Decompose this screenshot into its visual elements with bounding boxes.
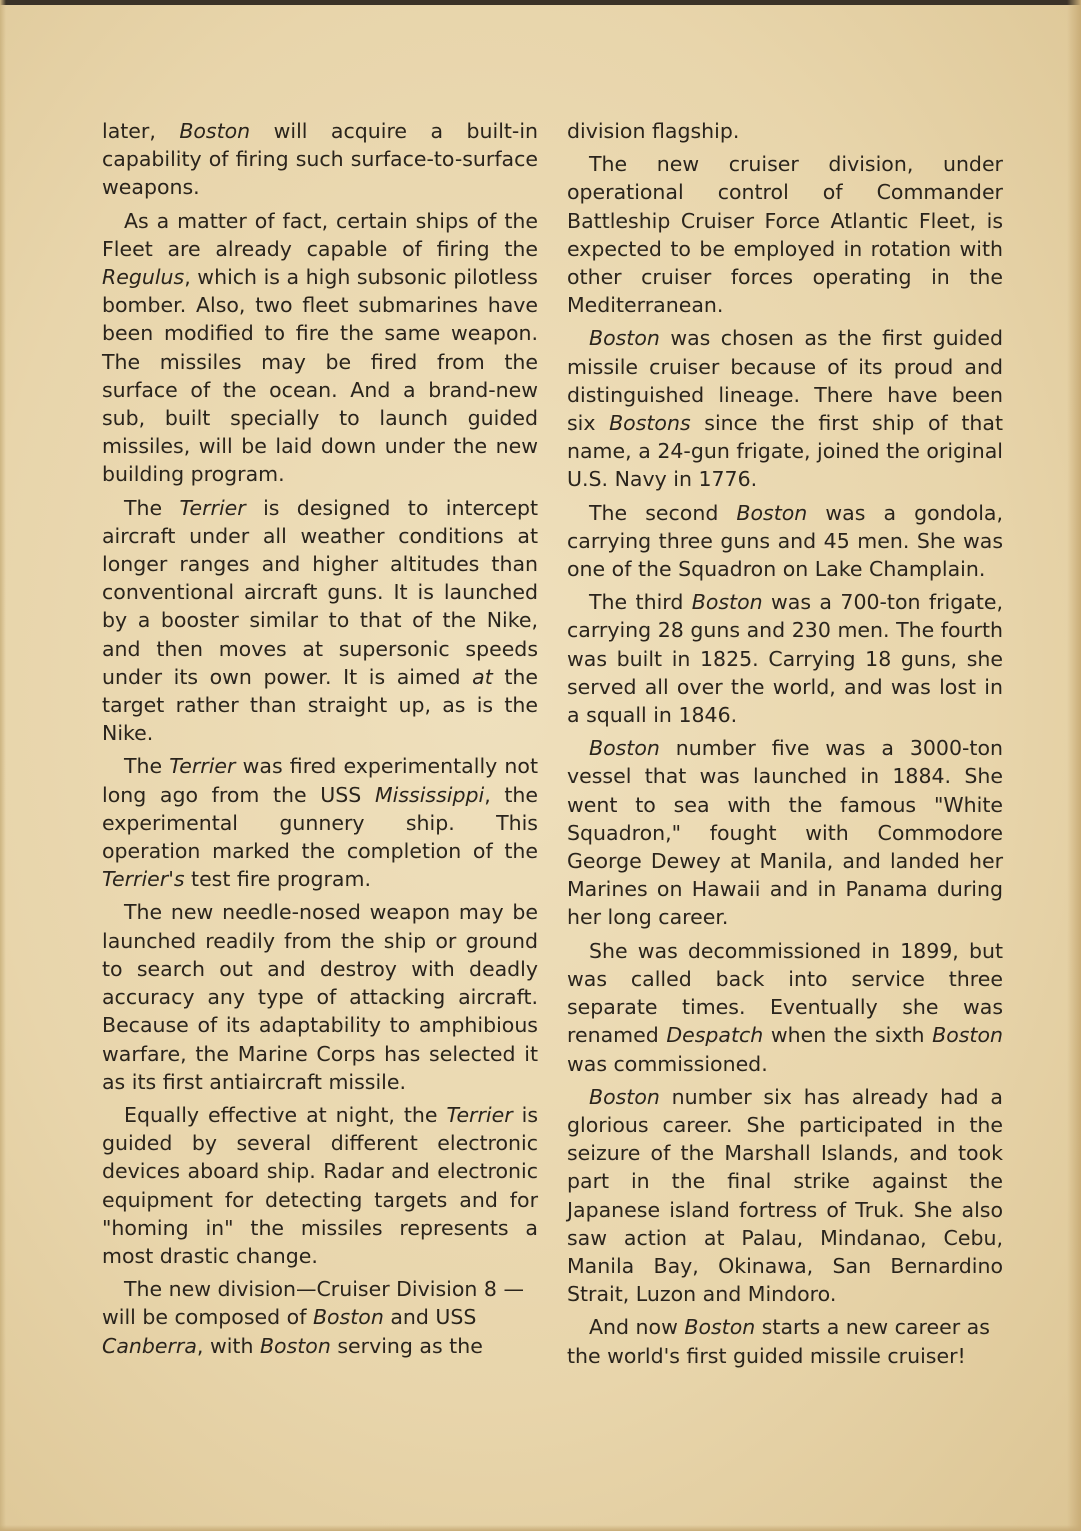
paragraph: division flagship. — [567, 119, 740, 143]
paragraph: The new division—Cruiser Division 8 —will be composed of Boston and USS Canberra, with Boston serving as the — [102, 1277, 524, 1358]
paragraph: Boston number six has already had a glorious career. She participated in the seizure of the Marshall Islands, and took part in the final strike against the Japanese island fortress of Truk. She also saw action at Palau, Mindanao, Cebu, Manila Bay, Okinawa, San Bernardino Strait, Luzon and Mindoro. — [567, 1084, 1003, 1307]
left-column — [102, 117, 538, 1365]
paragraph: The new needle-nosed weapon may be launched readily from the ship or ground to search out and destroy with deadly accuracy any type of attacking aircraft. Because of its adaptability to amphibious warfare, the Marine Corps has selected it as its first antiaircraft missile. — [102, 900, 538, 1094]
right-column — [567, 117, 1003, 1375]
paragraph: later, Boston will acquire a built-in capability of firing such surface-to-surface weapons. — [102, 119, 539, 200]
paragraph: The third Boston was a 700-ton frigate, carrying 28 guns and 230 men. The fourth was built in 1825. Carrying 18 guns, she served all over the world, and was lost in a squall in 1846. — [567, 590, 1003, 728]
paragraph: She was decommissioned in 1899, but was called back into service three separate times. Eventually she was renamed Despatch when the sixth Boston was commissioned. — [567, 938, 1003, 1076]
paragraph: The second Boston was a gondola, carrying three guns and 45 men. She was one of the Squadron on Lake Champlain. — [567, 500, 1003, 582]
page-top-edge — [0, 0, 1081, 5]
paragraph: The Terrier is designed to intercept aircraft under all weather conditions at longer ranges and higher altitudes than conventional aircraft guns. It is launched by a booster similar to that of the Nike, and then moves at supersonic speeds under its own power. It is aimed at the target rather than straight up, as is the Nike. — [102, 495, 538, 746]
page-bottom-edge — [0, 1525, 1081, 1531]
paragraph: Boston was chosen as the first guided missile cruiser because of its proud and distinguished lineage. There have been six Bostons since the first ship of that name, a 24-gun frigate, joined the original U.S. Navy in 1776. — [567, 326, 1003, 492]
page-right-edge — [1067, 0, 1081, 1531]
page-left-edge — [0, 0, 6, 1531]
paragraph: Boston number five was a 3000-ton vessel that was launched in 1884. She went to sea with the famous "White Squadron," fought with Commodore George Dewey at Manila, and landed her Marines on Hawaii and in Panama during her long career. — [567, 736, 1003, 930]
paragraph: The new cruiser division, under operational control of Commander Battleship Cruiser Force Atlantic Fleet, is expected to be employed in rotation with other cruiser forces operating in the Mediterranean. — [567, 152, 1003, 318]
paragraph: And now Boston starts a new career as the world's first guided missile cruiser! — [567, 1315, 990, 1368]
paragraph: As a matter of fact, certain ships of the Fleet are already capable of firing the Regulus, which is a high subsonic pilotless bomber. Also, two fleet submarines have been modified to fire the same weapon. The missiles may be fired from the surface of the ocean. And a brand-new sub, built specially to launch guided missiles, will be laid down under the new building program. — [102, 208, 538, 487]
paragraph: The Terrier was fired experimentally not long ago from the USS Mississippi, the experimental gunnery ship. This operation marked the completion of the Terrier's test fire program. — [102, 754, 538, 892]
paragraph: Equally effective at night, the Terrier is guided by several different electronic devices aboard ship. Radar and electronic equipment for detecting targets and for "homing in" the missiles represents a most drastic change. — [102, 1102, 538, 1268]
